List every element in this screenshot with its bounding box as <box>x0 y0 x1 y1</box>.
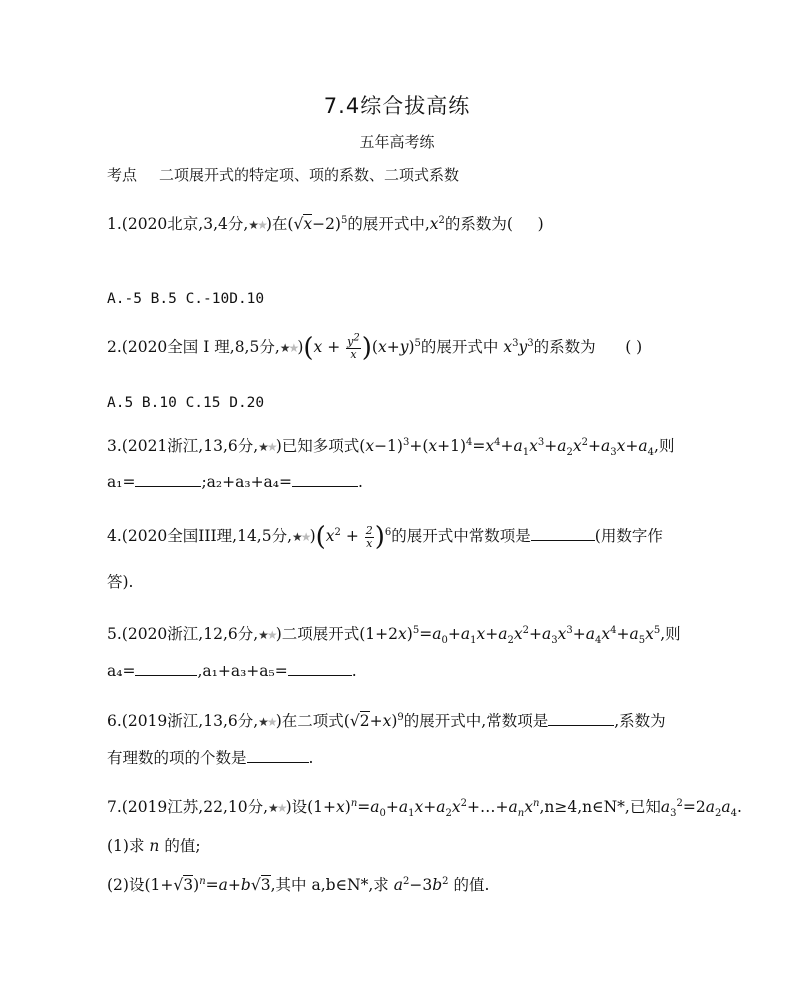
difficulty-stars-icon: ★★ <box>258 440 276 454</box>
section-text: 二项展开式的特定项、项的系数、二项式系数 <box>159 166 460 184</box>
difficulty-stars-icon: ★★ <box>292 530 310 544</box>
answer-blank[interactable] <box>135 472 201 487</box>
answer-blank[interactable] <box>135 661 197 676</box>
question-7: 7.(2019江苏,22,10分,★★)设$(1+x)^n=a_0+a_1x+a_2x^2+\dots+a_nx^n,n\ge 4,n\in N*$,已知$a_3^2=2a_2a_4$. <box>107 797 742 820</box>
question-6-line2: 有理数的项的个数是 . <box>107 749 314 767</box>
page-subtitle: 五年高考练 <box>359 133 435 151</box>
question-4-line2: 答). <box>107 573 134 591</box>
answer-blank[interactable] <box>531 526 595 541</box>
difficulty-stars-icon: ★★ <box>268 801 286 815</box>
answer-blank[interactable] <box>292 472 358 487</box>
answer-blank[interactable] <box>247 748 309 763</box>
section-heading <box>107 164 459 185</box>
difficulty-stars-icon: ★★ <box>248 218 266 232</box>
difficulty-stars-icon: ★★ <box>279 341 298 355</box>
question-2-options: A.5 B.10 C.15 D.20 <box>107 395 265 411</box>
question-4: 4.(2020全国III理,14,5分$,★★)(x^2$ + $\frac{2}{x}$ )$^6$的展开式中常数项是 (用数字作 <box>107 522 663 552</box>
question-5: 5.(2020浙江,12,6分,★★)二项展开式$(1+2x)^5=a_0+a_1x+a_2x^2+a_3x^3+a_4x^4+a_5x^5$,则 <box>107 624 681 647</box>
question-2: 2.(2020全国 I 理,8,5分,★★)(x + $\frac{y^2}{x}$ )$(x+y)^5$的展开式中 $x^3y^3$的系数为 ( ) <box>107 331 643 363</box>
page-title: 7.4综合拔高练 <box>323 94 471 118</box>
question-3-answer-line: a₁= ;a₂+a₃+a₄= . <box>107 473 363 491</box>
answer-blank[interactable] <box>548 711 614 726</box>
difficulty-stars-icon: ★★ <box>258 715 276 729</box>
question-5-answer-line: a₄= ,a₁+a₃+a₅= . <box>107 662 357 680</box>
question-7-part-1: (1)求 n 的值; <box>107 837 201 855</box>
question-1-options: A.-5 B.5 C.-10D.10 <box>107 291 265 307</box>
difficulty-stars-icon: ★★ <box>258 628 276 642</box>
question-6: 6.(2019浙江,13,6分,★★)在二项式$(√2+x)^9$的展开式中,常数项是 ,系数为 <box>107 711 666 730</box>
question-3: 3.(2021浙江,13,6分,★★)已知多项式$(x-1)^3+(x+1)^4=x^4+a_1x^3+a_2x^2+a_3x+a_4$,则 <box>107 436 675 459</box>
answer-blank[interactable] <box>288 661 352 676</box>
question-1: 1.(2020北京,3,4分,★★)在$(√x-2)^5$的展开式中$,x^2$的系数为( ) <box>107 214 544 233</box>
question-7-part-2: (2)设$(1+√3)^n=a+b√3$,其中 a,b∈N*,求 $a^2-3b^2$ 的值. <box>107 875 490 894</box>
section-label: 考点 <box>107 166 138 184</box>
